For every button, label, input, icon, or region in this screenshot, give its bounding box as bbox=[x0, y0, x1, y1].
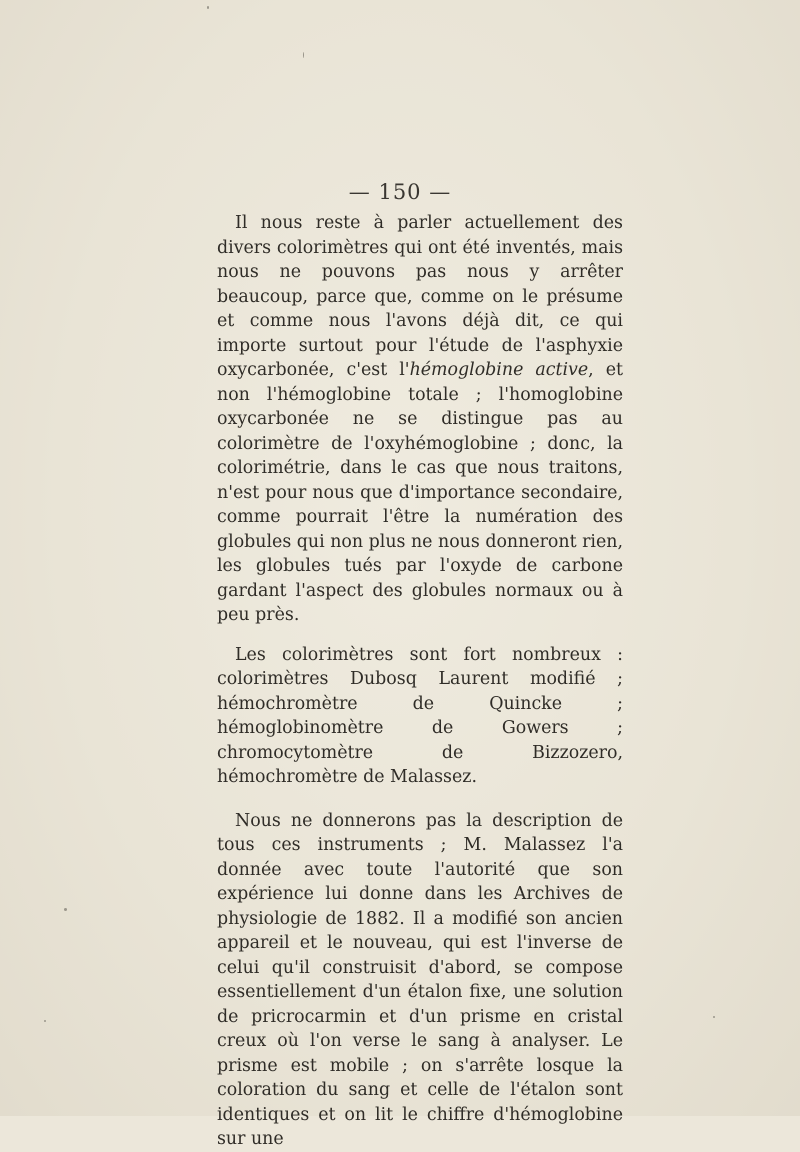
paragraph-text: Il nous reste à parler actuellement des divers colorimètres qui ont été inventés, mais nous ne pouvons pas nous y arrêter beaucoup, parce que, comme on le présume et comme nous l'avons déjà dit, ce qui importe surtout pour l'étude de l'asphyxie oxycarbonée, c'est l' bbox=[217, 213, 623, 380]
paragraph: Les colorimètres sont fort nombreux : colorimètres Dubosq Laurent modifié ; hémochromètre de Quincke ; hémoglobinomètre de Gowers ; chromocytomètre de Bizzozero, hémochromètre de Malassez. bbox=[217, 644, 623, 787]
paper-speck bbox=[207, 6, 209, 9]
paper-speck bbox=[44, 1020, 46, 1022]
body-text bbox=[217, 211, 623, 1152]
paper-speck bbox=[64, 908, 67, 911]
paper-speck bbox=[713, 1016, 715, 1018]
paragraph bbox=[217, 211, 623, 628]
paragraph-text: , et non l'hémoglobine totale ; l'homoglobine oxycarbonée ne se distingue pas au colorimètre de l'oxyhémoglobine ; donc, la colorimétrie, dans le cas que nous traitons, n'est pour nous que d'importance secondaire, comme pourrait l'être la numération des globules qui non plus ne nous donneront rien, les globules tués par l'oxyde de carbone gardant l'aspect des globules normaux ou à peu près. bbox=[217, 360, 624, 625]
page-number: — 150 — bbox=[348, 180, 452, 204]
italic-phrase: hémoglobine active bbox=[409, 360, 589, 380]
paragraph: Nous ne donnerons pas la description de tous ces instruments ; M. Malassez l'a donnée avec toute l'autorité que son expérience lui donne dans les Archives de physiologie de 1882. Il a modifié son ancien appareil et le nouveau, qui est l'inverse de celui qu'il construisit d'abord, se compose essentiellement d'un étalon fixe, une solution de pricrocarmin et d'un prisme en cristal creux où l'on verse le sang à analyser. Le prisme est mobile ; on s'arrête losque la coloration du sang et celle de l'étalon sont identiques et on lit le chiffre d'hémoglobine sur une bbox=[217, 810, 623, 1149]
paper-speck bbox=[303, 52, 304, 58]
